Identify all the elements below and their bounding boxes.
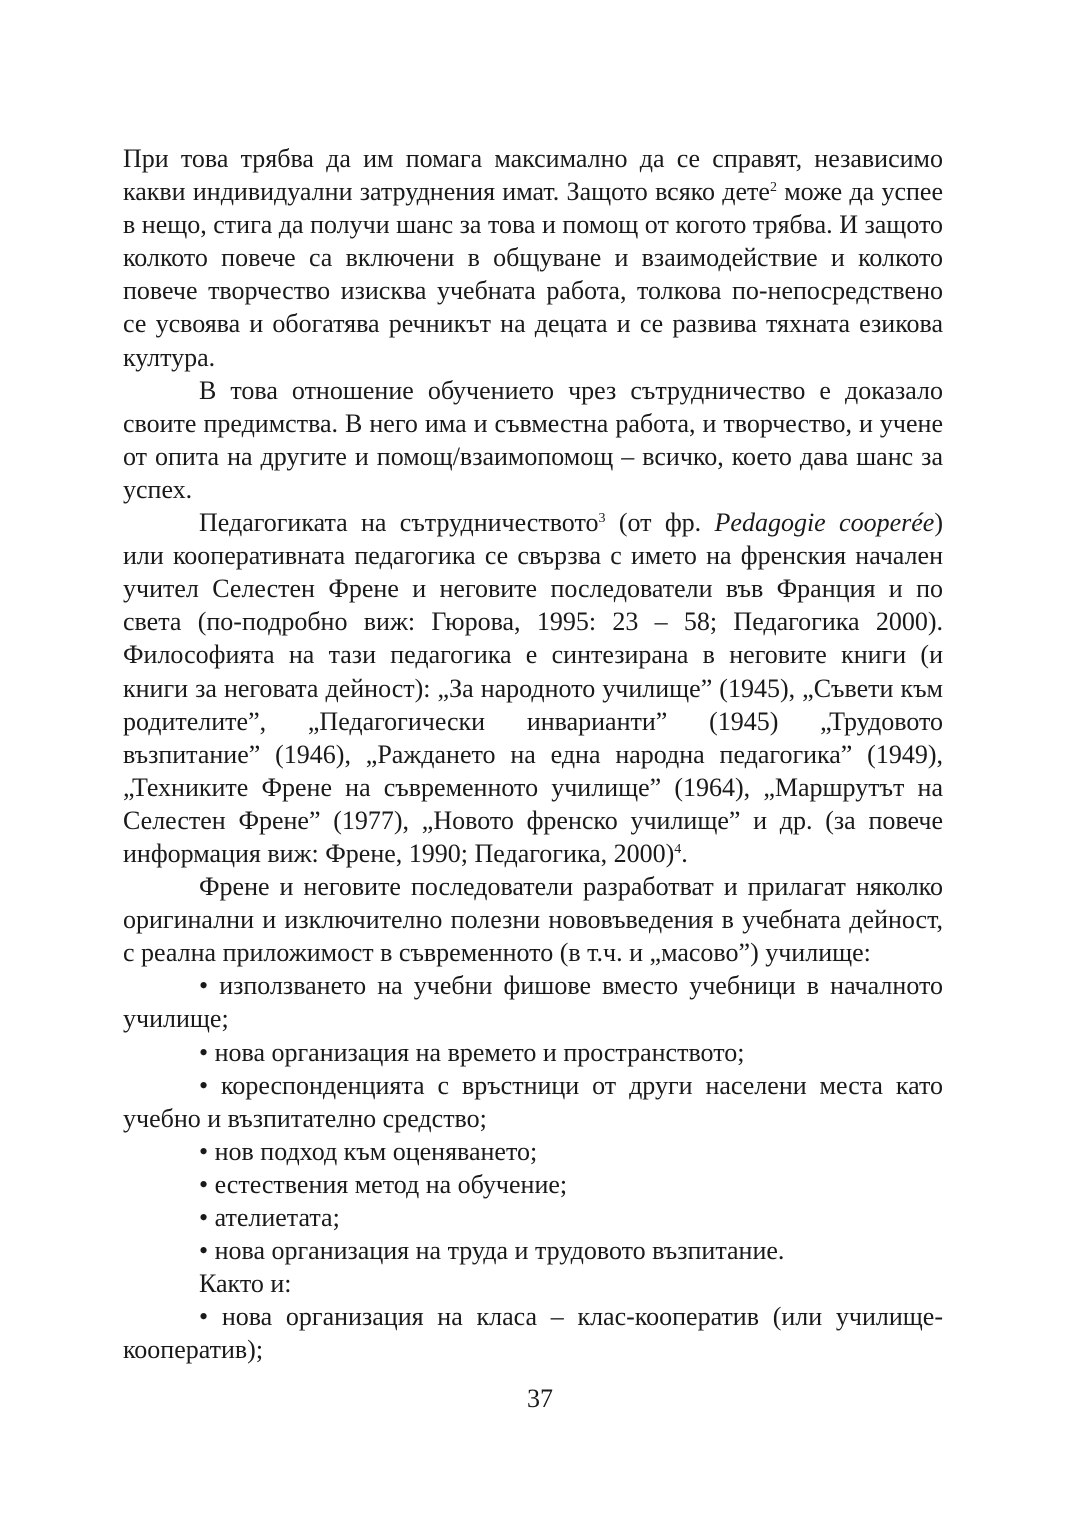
paragraph-3-italic-term: Pedagogie cooperée xyxy=(714,508,935,538)
paragraph-3 xyxy=(123,506,943,870)
paragraph-3-text-rest: ) или кооперативната педагогика се свързва с името на френския начален учител Селестен Френе и неговите последователи във Франция и по света (по-подробно виж: Гюрова, 1995: 23 – 58; Педагогика 2000). Философията на тази педагогика е синтезирана в неговите книги (и книги за неговата дейност): „За народното училище” (1945), „Съвети към родителите”, „Педагогически инварианти” (1945) „Трудовото възпитание” (1946), „Раждането на една народна педагогика” (1949), „Техниките Френе на съвременното училище” (1964), „Маршрутът на Селестен Френе” (1977), „Новото френско училище” и др. (за повече информация виж: Френе, 1990; Педагогика, 2000) xyxy=(123,508,944,868)
footnote-ref-3: 3 xyxy=(598,511,606,527)
paragraph-3-end: . xyxy=(681,838,688,868)
list-item: • естествения метод на обучение; xyxy=(199,1169,568,1199)
paragraph-3-text: Педагогиката на сътрудничеството xyxy=(199,508,599,538)
body-text xyxy=(123,142,943,1366)
also-label: Както и: xyxy=(199,1269,292,1299)
list-item: • нов подход към оценяването; xyxy=(199,1136,538,1166)
paragraph-2: В това отношение обучението чрез сътрудничество е доказало своите предимства. В него има и съвместна работа, и творчество, и учене от опита на другите и помощ/взаимопомощ – всичко, което дава шанс за успех. xyxy=(123,375,943,504)
footnote-ref-2: 2 xyxy=(769,180,777,196)
footnote-ref-4: 4 xyxy=(674,841,682,857)
list-item: • ателиетата; xyxy=(199,1203,340,1232)
page-number: 37 xyxy=(527,1384,553,1413)
list-item: • нова организация на класа – клас-кооператив (или училище-кооператив); xyxy=(123,1302,943,1365)
list-item: • нова организация на времето и пространството; xyxy=(199,1037,745,1067)
list-item: • използването на учебни фишове вместо учебници в началното училище; xyxy=(123,971,943,1034)
paragraph-3-paren: (от фр. xyxy=(605,508,715,538)
paragraph-1 xyxy=(123,142,943,374)
paragraph-1-text-cont: може да успее в нещо, стига да получи шанс за това и помощ от когото трябва. И защото колкото повече са включени в общуване и взаимодействие и колкото повече творчество изисква учебната работа, толкова по-непосредствено се усвоява и обогатява речникът на децата и се развива тяхната езикова култура. xyxy=(123,177,943,372)
paragraph-4: Френе и неговите последователи разработват и прилагат няколко оригинални и изключително полезни нововъведения в учебната дейност, с реална приложимост в съвременното (в т.ч. и „масово”) училище: xyxy=(123,872,943,968)
list-item: • кореспонденцията с връстници от други населени места като учебно и възпитателно средство; xyxy=(123,1070,943,1133)
paragraph-1-text: При това трябва да им помага максимално да се справят, независимо какви индивидуални затруднения имат. Защото всяко дете xyxy=(123,144,943,207)
list-item: • нова организация на труда и трудовото възпитание. xyxy=(199,1236,785,1266)
